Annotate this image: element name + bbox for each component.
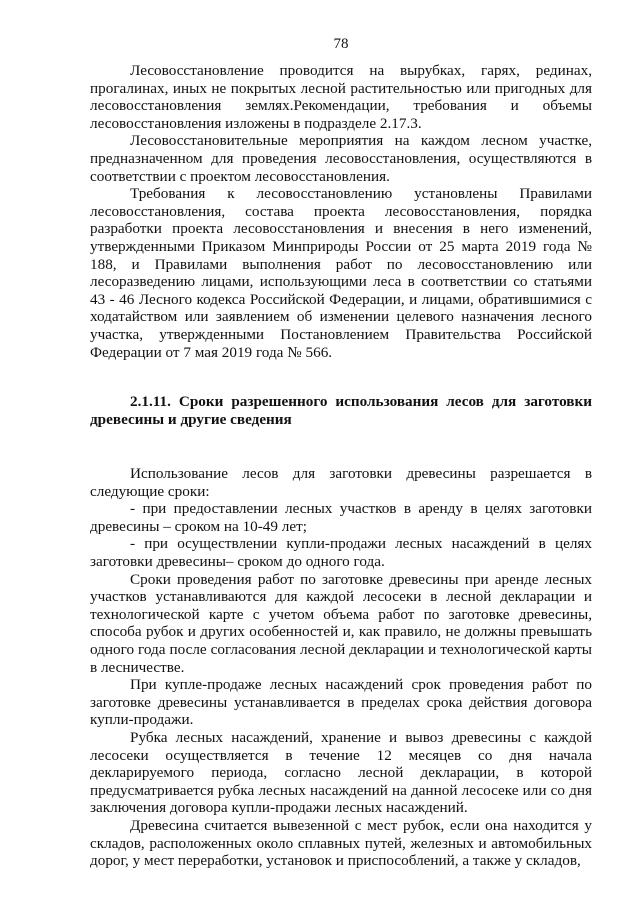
paragraph-reforestation-project: Лесовосстановительные мероприятия на каждом лесном участке, предназначенном для проведения лесовосстановления, осуществляются в соответствии с проектом лесовосстановления.: [90, 132, 592, 185]
paragraph-felling-period: Рубка лесных насаждений, хранение и вывоз древесины с каждой лесосеки осуществляется в течение 12 месяцев со дня начала декларируемого периода, согласно лесной декларации, в которой предусматривается рубка лесных насаждений на данной лесосеке или со дня заключения договора купли-продажи лесных насаждений.: [90, 729, 592, 817]
paragraph-usage-terms: Использование лесов для заготовки древесины разрешается в следующие сроки:: [90, 465, 592, 500]
list-item-lease-term: - при предоставлении лесных участков в аренду в целях заготовки древесины – сроком на 10-49 лет;: [90, 500, 592, 535]
paragraph-timber-removed: Древесина считается вывезенной с мест рубок, если она находится у складов, расположенных около сплавных путей, железных и автомобильных дорог, у мест переработки, установок и приспособлений, а также у складов,: [90, 816, 592, 870]
paragraph-reforestation-requirements: Требования к лесовосстановлению установлены Правилами лесовосстановления, состава проекта лесовосстановления, порядка разработки проекта лесовосстановления и внесения в него изменений, утвержденными Приказом Минприроды России от 25 марта 2019 года № 188, и Правилами выполнения работ по лесовосстановлению или лесоразведению лицами, использующими леса в соответствии со статьями 43 - 46 Лесного кодекса Российской Федерации, и лицами, обратившимися с ходатайством или заявлением об изменении целевого назначения лесного участка, утвержденными Постановлением Правительства Российской Федерации от 7 мая 2019 года № 566.: [90, 185, 592, 361]
list-item-sale-term: - при осуществлении купли-продажи лесных насаждений в целях заготовки древесины– сроком до одного года.: [90, 535, 592, 571]
paragraph-sale-work-terms: При купле-продаже лесных насаждений срок проведения работ по заготовке древесины устанавливается в пределах срока действия договора купли-продажи.: [90, 676, 592, 729]
spacer: [90, 429, 592, 465]
section-heading: 2.1.11. Сроки разрешенного использования лесов для заготовки древесины и другие сведения: [90, 393, 592, 429]
paragraph-reforestation-sites: Лесовосстановление проводится на вырубках, гарях, рединах, прогалинах, иных не покрытых лесной растительностью или пригодных для лесовосстановления землях.Рекомендации, требования и объемы лесовосстановления изложены в подразделе 2.17.3.: [90, 62, 592, 132]
page-number: 78: [333, 36, 349, 52]
paragraph-lease-work-terms: Сроки проведения работ по заготовке древесины при аренде лесных участков устанавливаются для каждой лесосеки в лесной декларации и технологической карте с учетом объема работ по заготовке древесины, способа рубок и других особенностей и, как правило, не должны превышать одного года после согласования лесной декларации и технологической карты в лесничестве.: [90, 570, 592, 676]
document-page: [90, 34, 592, 870]
